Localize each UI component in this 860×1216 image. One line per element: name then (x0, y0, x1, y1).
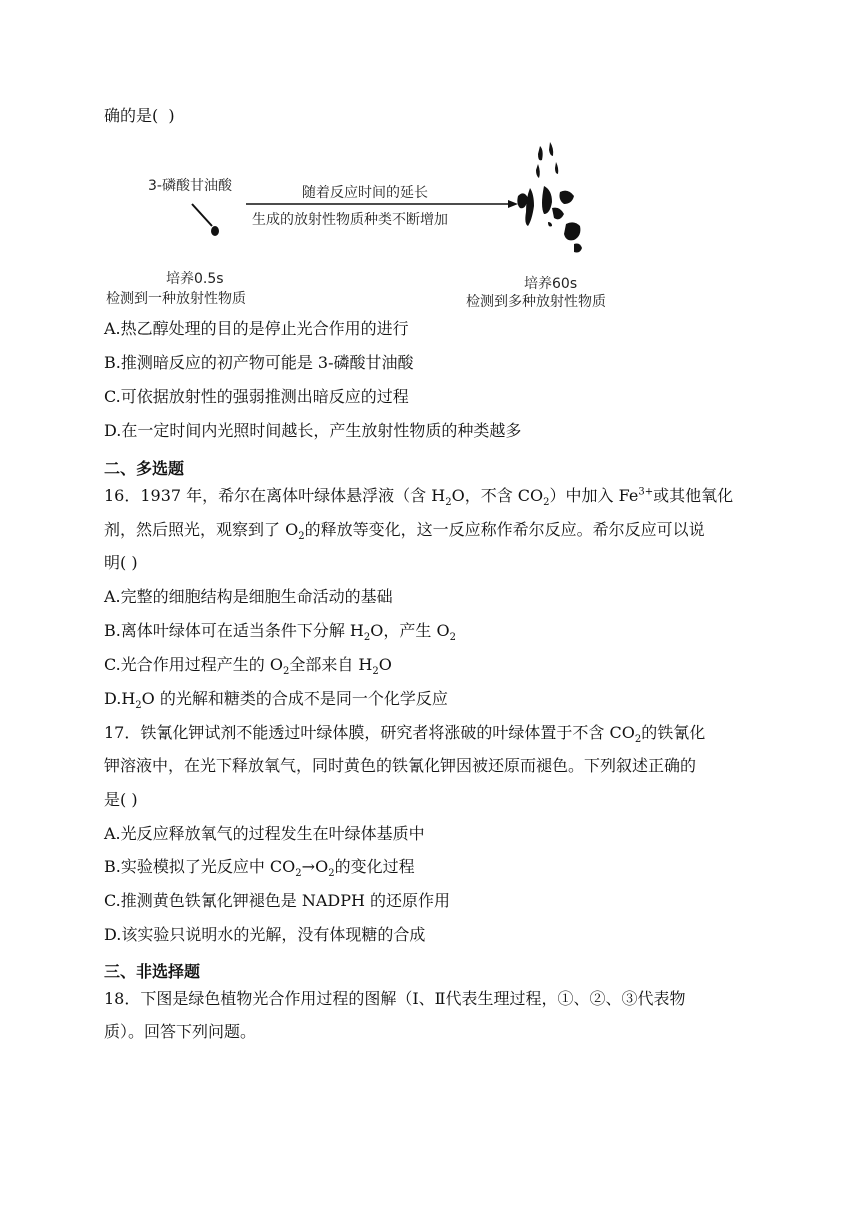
experiment-figure (104, 138, 644, 313)
q15-option-a: A.热乙醇处理的目的是停止光合作用的进行 (104, 319, 409, 338)
q17-option-b: B.实验模拟了光反应中 $CO_2\to O_2$的变化过程 (104, 857, 415, 880)
q15-option-d: D.在一定时间内光照时间越长，产生放射性物质的种类越多 (104, 421, 522, 440)
q18-stem-line-1: 18．下图是绿色植物光合作用过程的图解（Ⅰ、Ⅱ代表生理过程，①、②、③代表物 (104, 989, 686, 1008)
q16-option-b: B.离体叶绿体可在适当条件下分解 $H_2O$，产生 $O_2$ (104, 621, 456, 644)
q18-stem-line-2: 质）。回答下列问题。 (104, 1022, 257, 1041)
q17-option-d: D.该实验只说明水的光解，没有体现糖的合成 (104, 925, 426, 944)
section-heading-multiple-choice: 二、多选题 (104, 459, 185, 478)
pointer-line (192, 204, 212, 226)
q15-option-c: C.可依据放射性的强弱推测出暗反应的过程 (104, 387, 409, 406)
q17-stem-line-3: 是( ) (104, 790, 138, 809)
right-caption-result: 检测到多种放射性物质 (466, 294, 606, 310)
q16-stem-line-3: 明( ) (104, 553, 138, 572)
multiple-spots (517, 142, 582, 253)
left-caption-result: 检测到一种放射性物质 (106, 291, 246, 307)
arrow-head (508, 200, 518, 208)
q15-option-b: B.推测暗反应的初产物可能是 3-磷酸甘油酸 (104, 353, 414, 372)
arrow-top-label: 随着反应时间的延长 (302, 185, 428, 201)
stem-paren: ) (168, 106, 175, 125)
arrow-bottom-label: 生成的放射性物质种类不断增加 (252, 212, 448, 228)
q17-option-c: C.推测黄色铁氰化钾褪色是 NADPH 的还原作用 (104, 891, 451, 910)
q17-stem-line-1: 17．铁氰化钾试剂不能透过叶绿体膜，研究者将涨破的叶绿体置于不含 $CO_2$的铁氰化 (104, 723, 706, 746)
question-15-stem-tail (104, 106, 175, 126)
section-heading-non-choice: 三、非选择题 (104, 962, 201, 981)
q17-option-a: A.光反应释放氧气的过程发生在叶绿体基质中 (104, 824, 425, 843)
q16-stem-line-2: 剂，然后照光，观察到了 $O_2$的释放等变化，这一反应称作希尔反应。希尔反应可以说 (104, 520, 705, 543)
q16-option-a: A.完整的细胞结构是细胞生命活动的基础 (104, 587, 393, 606)
single-spot (211, 226, 219, 236)
stem-text: 确的是( (104, 106, 159, 125)
left-compound-label: 3-磷酸甘油酸 (148, 178, 232, 194)
right-caption-time: 培养60s (524, 276, 578, 292)
q16-stem-line-1: 16．1937 年，希尔在离体叶绿体悬浮液（含 $H_2O$，不含 $CO_2$）中加入 $Fe^{3+}$或其他氧化 (104, 486, 734, 509)
q16-option-d: $D.H_2O$ 的光解和糖类的合成不是同一个化学反应 (104, 689, 448, 712)
left-caption-time: 培养0.5s (166, 271, 224, 287)
q16-option-c: C.光合作用过程产生的 $O_2$全部来自 $H_2O$ (104, 655, 392, 678)
q17-stem-line-2: 钾溶液中，在光下释放氧气，同时黄色的铁氰化钾因被还原而褪色。下列叙述正确的 (104, 756, 697, 775)
